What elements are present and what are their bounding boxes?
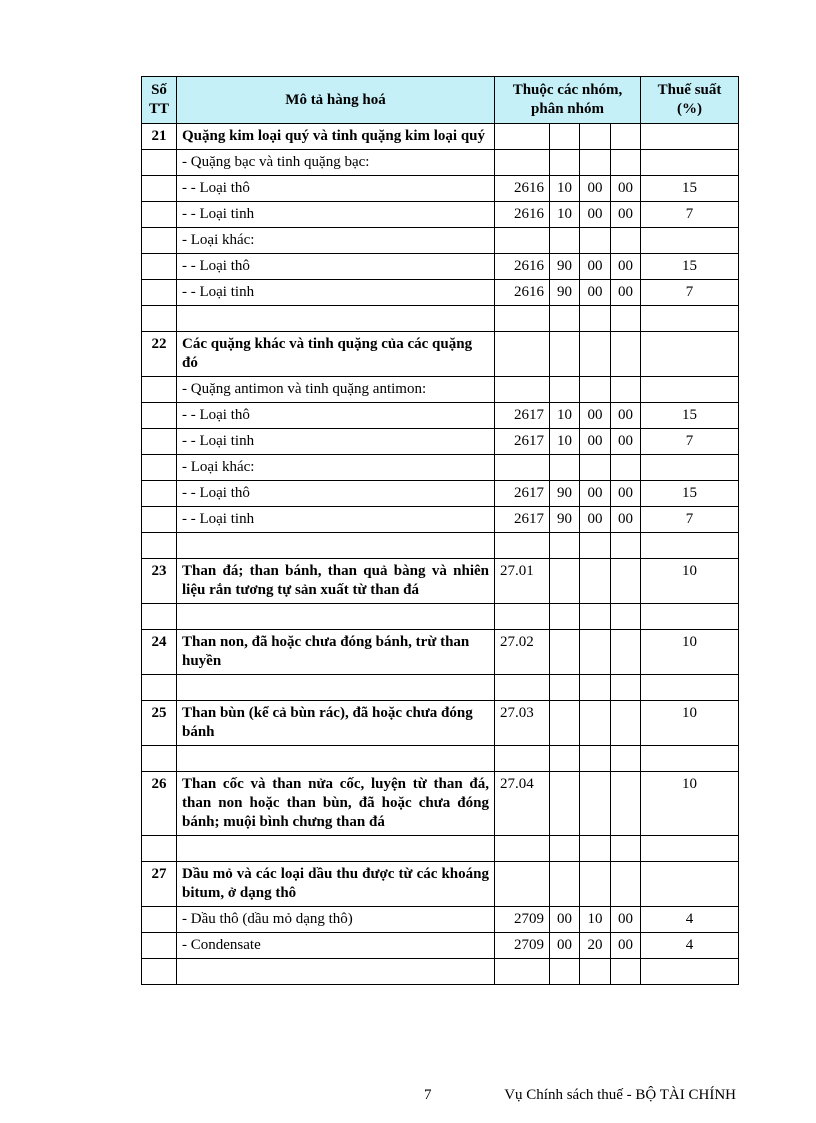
row-stt bbox=[142, 429, 177, 455]
row-code-seg bbox=[550, 772, 580, 836]
empty-cell bbox=[142, 533, 177, 559]
row-heading-code: 2617 bbox=[495, 429, 550, 455]
row-tax-rate: 7 bbox=[641, 202, 739, 228]
row-description: - - Loại tinh bbox=[177, 429, 495, 455]
row-code-seg: 90 bbox=[550, 280, 580, 306]
empty-cell bbox=[611, 604, 641, 630]
row-code-seg: 90 bbox=[550, 507, 580, 533]
row-description: - Dầu thô (dầu mỏ dạng thô) bbox=[177, 907, 495, 933]
table-row bbox=[142, 377, 739, 403]
row-heading-code: 2616 bbox=[495, 280, 550, 306]
row-stt bbox=[142, 507, 177, 533]
empty-cell bbox=[641, 604, 739, 630]
empty-cell bbox=[550, 604, 580, 630]
row-tax-rate bbox=[641, 455, 739, 481]
row-hs-code: 27.04 bbox=[495, 772, 550, 836]
row-description: - - Loại tinh bbox=[177, 202, 495, 228]
empty-cell bbox=[177, 959, 495, 985]
table-row bbox=[142, 559, 739, 604]
empty-cell bbox=[142, 959, 177, 985]
row-stt bbox=[142, 254, 177, 280]
row-code-seg bbox=[611, 862, 641, 907]
row-tax-rate: 15 bbox=[641, 403, 739, 429]
row-description: - - Loại thô bbox=[177, 176, 495, 202]
empty-cell bbox=[177, 306, 495, 332]
table-body bbox=[142, 124, 739, 985]
empty-cell bbox=[580, 306, 611, 332]
row-code-seg bbox=[550, 377, 580, 403]
row-description: - - Loại thô bbox=[177, 481, 495, 507]
row-stt: 25 bbox=[142, 701, 177, 746]
row-tax-rate bbox=[641, 332, 739, 377]
empty-cell bbox=[611, 306, 641, 332]
blank-row bbox=[142, 604, 739, 630]
empty-cell bbox=[641, 959, 739, 985]
row-code-seg bbox=[580, 701, 611, 746]
row-code-seg: 00 bbox=[611, 933, 641, 959]
row-description: - - Loại tinh bbox=[177, 280, 495, 306]
row-code-seg: 00 bbox=[611, 907, 641, 933]
row-code-seg bbox=[580, 559, 611, 604]
row-code-seg: 00 bbox=[611, 403, 641, 429]
empty-cell bbox=[495, 533, 550, 559]
empty-cell bbox=[611, 836, 641, 862]
table-row bbox=[142, 228, 739, 254]
row-code-seg: 00 bbox=[611, 254, 641, 280]
row-tax-rate: 10 bbox=[641, 772, 739, 836]
row-heading-code: 2617 bbox=[495, 481, 550, 507]
row-heading-code bbox=[495, 332, 550, 377]
row-description: Than cốc và than nửa cốc, luyện từ than đá, than non hoặc than bùn, đã hoặc chưa đóng bánh; muội bình chưng than đá bbox=[177, 772, 495, 836]
table-row bbox=[142, 630, 739, 675]
row-description: Than bùn (kể cả bùn rác), đã hoặc chưa đóng bánh bbox=[177, 701, 495, 746]
row-code-seg bbox=[611, 559, 641, 604]
empty-cell bbox=[580, 533, 611, 559]
blank-row bbox=[142, 836, 739, 862]
row-stt bbox=[142, 202, 177, 228]
row-tax-rate: 15 bbox=[641, 481, 739, 507]
table-row bbox=[142, 254, 739, 280]
row-hs-code: 27.02 bbox=[495, 630, 550, 675]
row-code-seg bbox=[611, 772, 641, 836]
row-tax-rate: 4 bbox=[641, 933, 739, 959]
row-stt bbox=[142, 403, 177, 429]
table-row bbox=[142, 150, 739, 176]
row-heading-code bbox=[495, 150, 550, 176]
row-tax-rate bbox=[641, 228, 739, 254]
empty-cell bbox=[142, 675, 177, 701]
row-heading-code bbox=[495, 377, 550, 403]
row-code-seg bbox=[580, 228, 611, 254]
row-heading-code: 2616 bbox=[495, 176, 550, 202]
row-tax-rate: 10 bbox=[641, 630, 739, 675]
row-code-seg: 00 bbox=[580, 403, 611, 429]
table-row bbox=[142, 507, 739, 533]
row-stt: 24 bbox=[142, 630, 177, 675]
row-code-seg: 00 bbox=[550, 907, 580, 933]
row-code-seg: 00 bbox=[611, 507, 641, 533]
empty-cell bbox=[641, 533, 739, 559]
table-header-row bbox=[142, 77, 739, 124]
empty-cell bbox=[142, 746, 177, 772]
row-code-seg: 00 bbox=[611, 176, 641, 202]
empty-cell bbox=[495, 306, 550, 332]
row-heading-code: 2709 bbox=[495, 907, 550, 933]
row-code-seg: 00 bbox=[580, 507, 611, 533]
table-row bbox=[142, 701, 739, 746]
blank-row bbox=[142, 533, 739, 559]
row-code-seg bbox=[550, 455, 580, 481]
empty-cell bbox=[495, 604, 550, 630]
empty-cell bbox=[177, 533, 495, 559]
row-heading-code bbox=[495, 455, 550, 481]
row-code-seg: 00 bbox=[580, 202, 611, 228]
empty-cell bbox=[142, 306, 177, 332]
header-group: Thuộc các nhóm, phân nhóm bbox=[495, 77, 641, 124]
page-number: 7 bbox=[424, 1087, 432, 1103]
row-description: Than đá; than bánh, than quả bàng và nhiên liệu rắn tương tự sản xuất từ than đá bbox=[177, 559, 495, 604]
empty-cell bbox=[142, 836, 177, 862]
row-tax-rate: 10 bbox=[641, 701, 739, 746]
row-stt: 21 bbox=[142, 124, 177, 150]
row-code-seg bbox=[550, 332, 580, 377]
row-tax-rate: 7 bbox=[641, 429, 739, 455]
row-code-seg: 00 bbox=[580, 254, 611, 280]
row-code-seg bbox=[580, 377, 611, 403]
row-code-seg: 10 bbox=[550, 176, 580, 202]
row-code-seg bbox=[580, 630, 611, 675]
empty-cell bbox=[611, 675, 641, 701]
table-row bbox=[142, 481, 739, 507]
row-description: Các quặng khác và tinh quặng của các quặng đó bbox=[177, 332, 495, 377]
row-code-seg: 10 bbox=[580, 907, 611, 933]
empty-cell bbox=[580, 746, 611, 772]
row-tax-rate: 15 bbox=[641, 254, 739, 280]
empty-cell bbox=[177, 604, 495, 630]
row-stt bbox=[142, 280, 177, 306]
row-hs-code: 27.01 bbox=[495, 559, 550, 604]
table-row bbox=[142, 907, 739, 933]
row-code-seg bbox=[611, 228, 641, 254]
row-code-seg: 00 bbox=[580, 429, 611, 455]
row-code-seg bbox=[580, 150, 611, 176]
row-code-seg bbox=[550, 150, 580, 176]
row-stt bbox=[142, 176, 177, 202]
row-description: Quặng kim loại quý và tinh quặng kim loại quý bbox=[177, 124, 495, 150]
empty-cell bbox=[495, 836, 550, 862]
empty-cell bbox=[177, 746, 495, 772]
table-row bbox=[142, 933, 739, 959]
row-heading-code: 2616 bbox=[495, 202, 550, 228]
row-code-seg bbox=[580, 862, 611, 907]
table-row bbox=[142, 862, 739, 907]
row-code-seg: 00 bbox=[611, 202, 641, 228]
empty-cell bbox=[611, 746, 641, 772]
table-row bbox=[142, 332, 739, 377]
row-heading-code: 2616 bbox=[495, 254, 550, 280]
empty-cell bbox=[611, 533, 641, 559]
empty-cell bbox=[580, 604, 611, 630]
row-code-seg: 90 bbox=[550, 481, 580, 507]
row-description: - - Loại thô bbox=[177, 403, 495, 429]
row-tax-rate bbox=[641, 150, 739, 176]
row-description: Than non, đã hoặc chưa đóng bánh, trừ than huyền bbox=[177, 630, 495, 675]
row-code-seg bbox=[550, 862, 580, 907]
empty-cell bbox=[550, 746, 580, 772]
empty-cell bbox=[550, 836, 580, 862]
row-tax-rate: 7 bbox=[641, 280, 739, 306]
row-tax-rate: 10 bbox=[641, 559, 739, 604]
row-stt: 26 bbox=[142, 772, 177, 836]
row-stt: 22 bbox=[142, 332, 177, 377]
row-description: - Loại khác: bbox=[177, 228, 495, 254]
empty-cell bbox=[177, 675, 495, 701]
table-row bbox=[142, 202, 739, 228]
row-tax-rate: 15 bbox=[641, 176, 739, 202]
empty-cell bbox=[495, 959, 550, 985]
row-code-seg bbox=[611, 124, 641, 150]
row-tax-rate bbox=[641, 124, 739, 150]
table-row bbox=[142, 455, 739, 481]
row-heading-code: 2617 bbox=[495, 403, 550, 429]
header-stt: Số TT bbox=[142, 77, 177, 124]
row-code-seg bbox=[611, 630, 641, 675]
table-row bbox=[142, 280, 739, 306]
empty-cell bbox=[580, 959, 611, 985]
row-code-seg bbox=[550, 124, 580, 150]
tariff-table bbox=[141, 76, 739, 985]
row-code-seg bbox=[550, 228, 580, 254]
row-code-seg bbox=[611, 150, 641, 176]
table-row bbox=[142, 772, 739, 836]
row-stt: 27 bbox=[142, 862, 177, 907]
blank-row bbox=[142, 959, 739, 985]
row-code-seg bbox=[611, 701, 641, 746]
empty-cell bbox=[641, 306, 739, 332]
header-description: Mô tả hàng hoá bbox=[177, 77, 495, 124]
row-code-seg bbox=[580, 332, 611, 377]
row-code-seg bbox=[611, 332, 641, 377]
empty-cell bbox=[641, 746, 739, 772]
row-code-seg bbox=[611, 377, 641, 403]
row-stt bbox=[142, 455, 177, 481]
empty-cell bbox=[550, 675, 580, 701]
empty-cell bbox=[580, 836, 611, 862]
row-code-seg bbox=[580, 124, 611, 150]
row-code-seg: 00 bbox=[580, 176, 611, 202]
blank-row bbox=[142, 306, 739, 332]
row-heading-code bbox=[495, 124, 550, 150]
row-heading-code: 2617 bbox=[495, 507, 550, 533]
empty-cell bbox=[641, 675, 739, 701]
row-code-seg: 00 bbox=[550, 933, 580, 959]
table-row bbox=[142, 124, 739, 150]
row-description: - - Loại thô bbox=[177, 254, 495, 280]
row-description: - Condensate bbox=[177, 933, 495, 959]
row-code-seg: 10 bbox=[550, 403, 580, 429]
empty-cell bbox=[495, 746, 550, 772]
row-stt bbox=[142, 377, 177, 403]
table-row bbox=[142, 429, 739, 455]
row-code-seg bbox=[611, 455, 641, 481]
row-heading-code: 2709 bbox=[495, 933, 550, 959]
row-code-seg bbox=[550, 701, 580, 746]
row-code-seg: 00 bbox=[580, 481, 611, 507]
row-code-seg: 10 bbox=[550, 202, 580, 228]
row-tax-rate bbox=[641, 862, 739, 907]
empty-cell bbox=[142, 604, 177, 630]
row-stt bbox=[142, 933, 177, 959]
row-code-seg: 00 bbox=[611, 429, 641, 455]
empty-cell bbox=[611, 959, 641, 985]
row-description: - Quặng bạc và tinh quặng bạc: bbox=[177, 150, 495, 176]
empty-cell bbox=[495, 675, 550, 701]
row-stt bbox=[142, 150, 177, 176]
table-row bbox=[142, 176, 739, 202]
row-code-seg: 00 bbox=[580, 280, 611, 306]
footer-text: Vụ Chính sách thuế - BỘ TÀI CHÍNH bbox=[504, 1087, 736, 1103]
blank-row bbox=[142, 675, 739, 701]
row-code-seg bbox=[580, 772, 611, 836]
row-code-seg: 20 bbox=[580, 933, 611, 959]
empty-cell bbox=[177, 836, 495, 862]
row-description: Dầu mỏ và các loại dầu thu được từ các khoáng bitum, ở dạng thô bbox=[177, 862, 495, 907]
empty-cell bbox=[550, 306, 580, 332]
row-description: - Quặng antimon và tinh quặng antimon: bbox=[177, 377, 495, 403]
row-stt bbox=[142, 481, 177, 507]
empty-cell bbox=[550, 533, 580, 559]
row-code-seg bbox=[550, 559, 580, 604]
blank-row bbox=[142, 746, 739, 772]
header-rate: Thuế suất (%) bbox=[641, 77, 739, 124]
row-stt bbox=[142, 907, 177, 933]
table-row bbox=[142, 403, 739, 429]
row-description: - - Loại tinh bbox=[177, 507, 495, 533]
row-code-seg bbox=[580, 455, 611, 481]
row-hs-code: 27.03 bbox=[495, 701, 550, 746]
row-stt: 23 bbox=[142, 559, 177, 604]
row-tax-rate bbox=[641, 377, 739, 403]
row-code-seg bbox=[550, 630, 580, 675]
row-code-seg: 00 bbox=[611, 280, 641, 306]
row-heading-code bbox=[495, 228, 550, 254]
row-code-seg: 10 bbox=[550, 429, 580, 455]
empty-cell bbox=[550, 959, 580, 985]
row-code-seg: 00 bbox=[611, 481, 641, 507]
row-tax-rate: 7 bbox=[641, 507, 739, 533]
row-description: - Loại khác: bbox=[177, 455, 495, 481]
row-heading-code bbox=[495, 862, 550, 907]
row-code-seg: 90 bbox=[550, 254, 580, 280]
row-tax-rate: 4 bbox=[641, 907, 739, 933]
row-stt bbox=[142, 228, 177, 254]
empty-cell bbox=[641, 836, 739, 862]
empty-cell bbox=[580, 675, 611, 701]
